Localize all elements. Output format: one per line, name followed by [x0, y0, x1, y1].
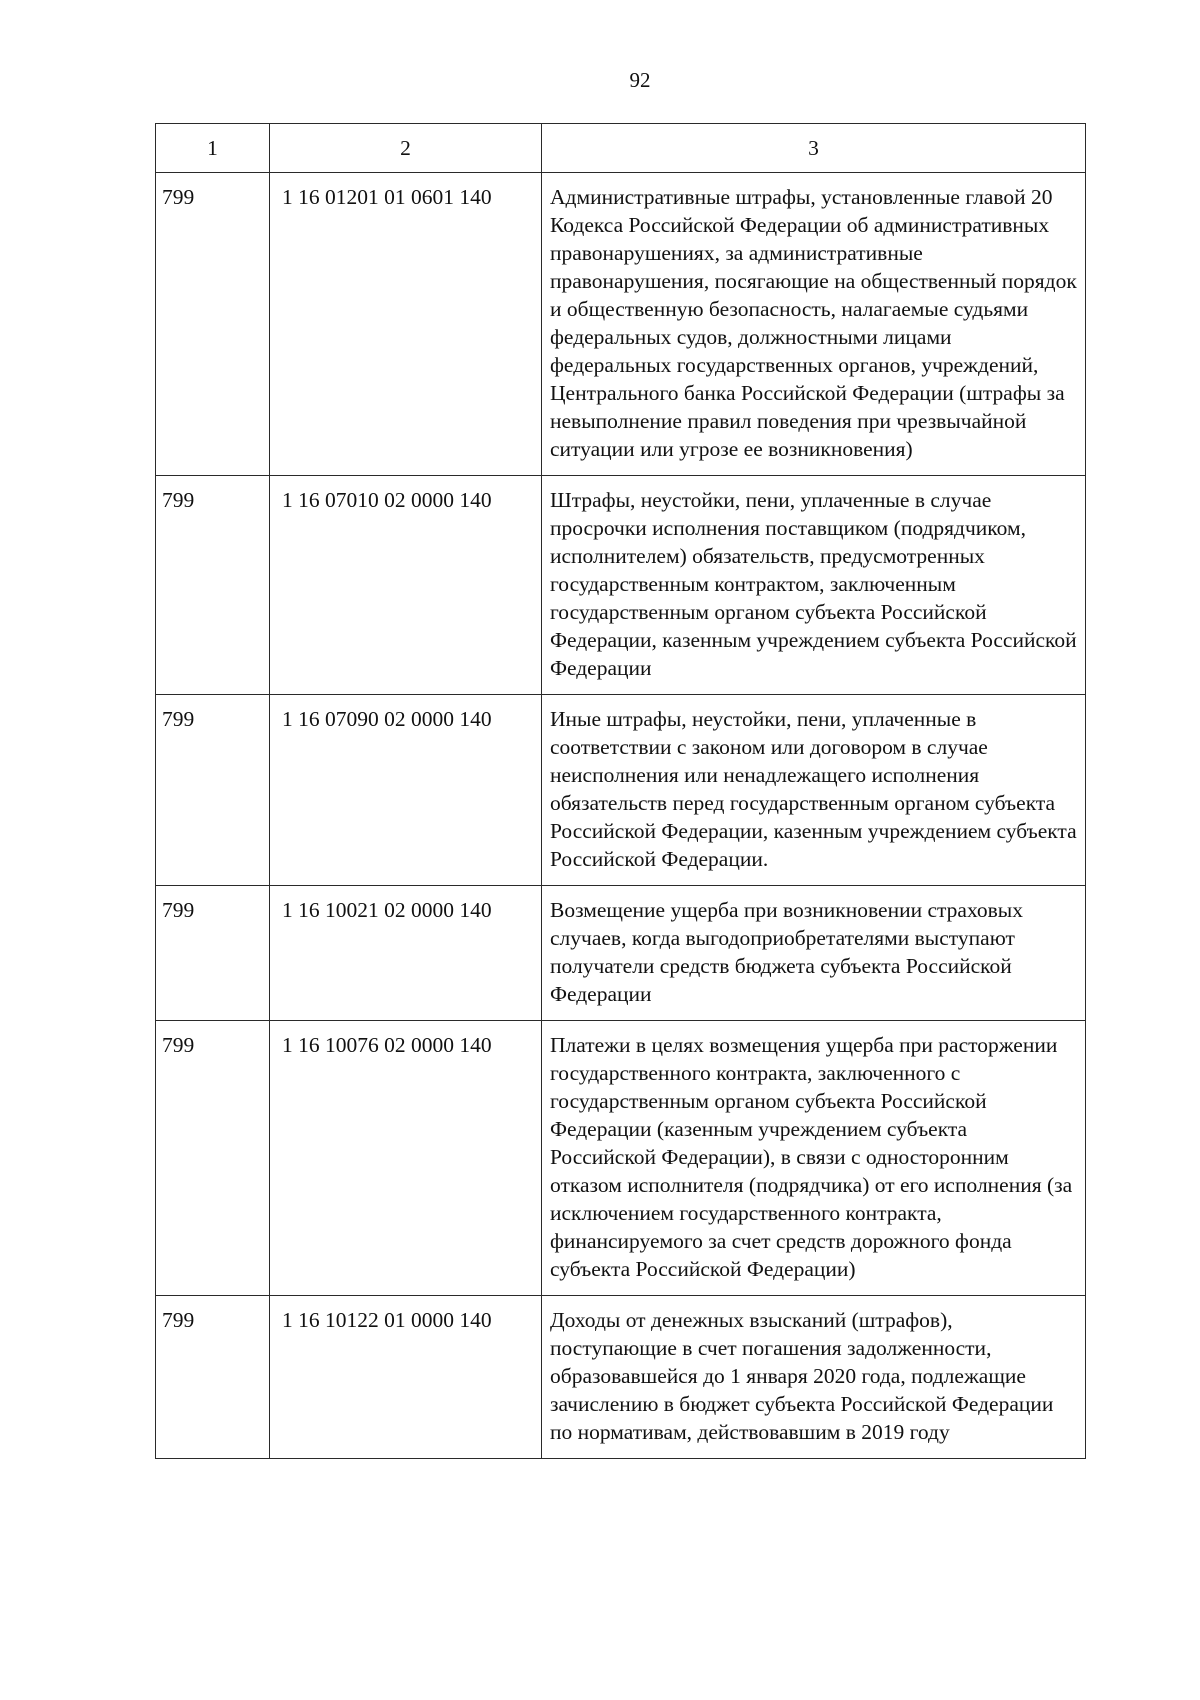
kbk-code-cell: 1 16 10076 02 0000 140 [270, 1021, 542, 1296]
column-header-3: 3 [542, 124, 1086, 173]
admin-code-cell: 799 [156, 886, 270, 1021]
admin-code-cell: 799 [156, 1296, 270, 1459]
admin-code-cell: 799 [156, 476, 270, 695]
kbk-code-cell: 1 16 01201 01 0601 140 [270, 173, 542, 476]
table-header-row [156, 124, 1086, 173]
description-cell: Иные штрафы, неустойки, пени, уплаченные в соответствии с законом или договором в случае неисполнения или ненадлежащего исполнения обязательств перед государственным органом субъекта Российской Федерации, казенным учреждением субъекта Российской Федерации. [542, 695, 1086, 886]
table-row [156, 476, 1086, 695]
kbk-code-cell: 1 16 10122 01 0000 140 [270, 1296, 542, 1459]
table-row [156, 173, 1086, 476]
table-row [156, 886, 1086, 1021]
table-row [156, 1296, 1086, 1459]
description-cell: Доходы от денежных взысканий (штрафов), поступающие в счет погашения задолженности, образовавшейся до 1 января 2020 года, подлежащие зачислению в бюджет субъекта Российской Федерации по нормативам, действовавшим в 2019 году [542, 1296, 1086, 1459]
revenue-codes-table [155, 123, 1086, 1459]
column-header-1: 1 [156, 124, 270, 173]
admin-code-cell: 799 [156, 1021, 270, 1296]
table-row [156, 1021, 1086, 1296]
page-number: 92 [629, 68, 651, 92]
description-cell: Административные штрафы, установленные главой 20 Кодекса Российской Федерации об административных правонарушениях, за административные правонарушения, посягающие на общественный порядок и общественную безопасность, налагаемые судьями федеральных судов, должностными лицами федеральных государственных органов, учреждений, Центрального банка Российской Федерации (штрафы за невыполнение правил поведения при чрезвычайной ситуации или угрозе ее возникновения) [542, 173, 1086, 476]
description-cell: Платежи в целях возмещения ущерба при расторжении государственного контракта, заключенного с государственным органом субъекта Российской Федерации (казенным учреждением субъекта Российской Федерации), в связи с односторонним отказом исполнителя (подрядчика) от его исполнения (за исключением государственного контракта, финансируемого за счет средств дорожного фонда субъекта Российской Федерации) [542, 1021, 1086, 1296]
admin-code-cell: 799 [156, 173, 270, 476]
description-cell: Штрафы, неустойки, пени, уплаченные в случае просрочки исполнения поставщиком (подрядчиком, исполнителем) обязательств, предусмотренных государственным контрактом, заключенным государственным органом субъекта Российской Федерации, казенным учреждением субъекта Российской Федерации [542, 476, 1086, 695]
description-cell: Возмещение ущерба при возникновении страховых случаев, когда выгодоприобретателями выступают получатели средств бюджета субъекта Российской Федерации [542, 886, 1086, 1021]
table-row [156, 695, 1086, 886]
kbk-code-cell: 1 16 07010 02 0000 140 [270, 476, 542, 695]
column-header-2: 2 [270, 124, 542, 173]
kbk-code-cell: 1 16 10021 02 0000 140 [270, 886, 542, 1021]
kbk-code-cell: 1 16 07090 02 0000 140 [270, 695, 542, 886]
admin-code-cell: 799 [156, 695, 270, 886]
